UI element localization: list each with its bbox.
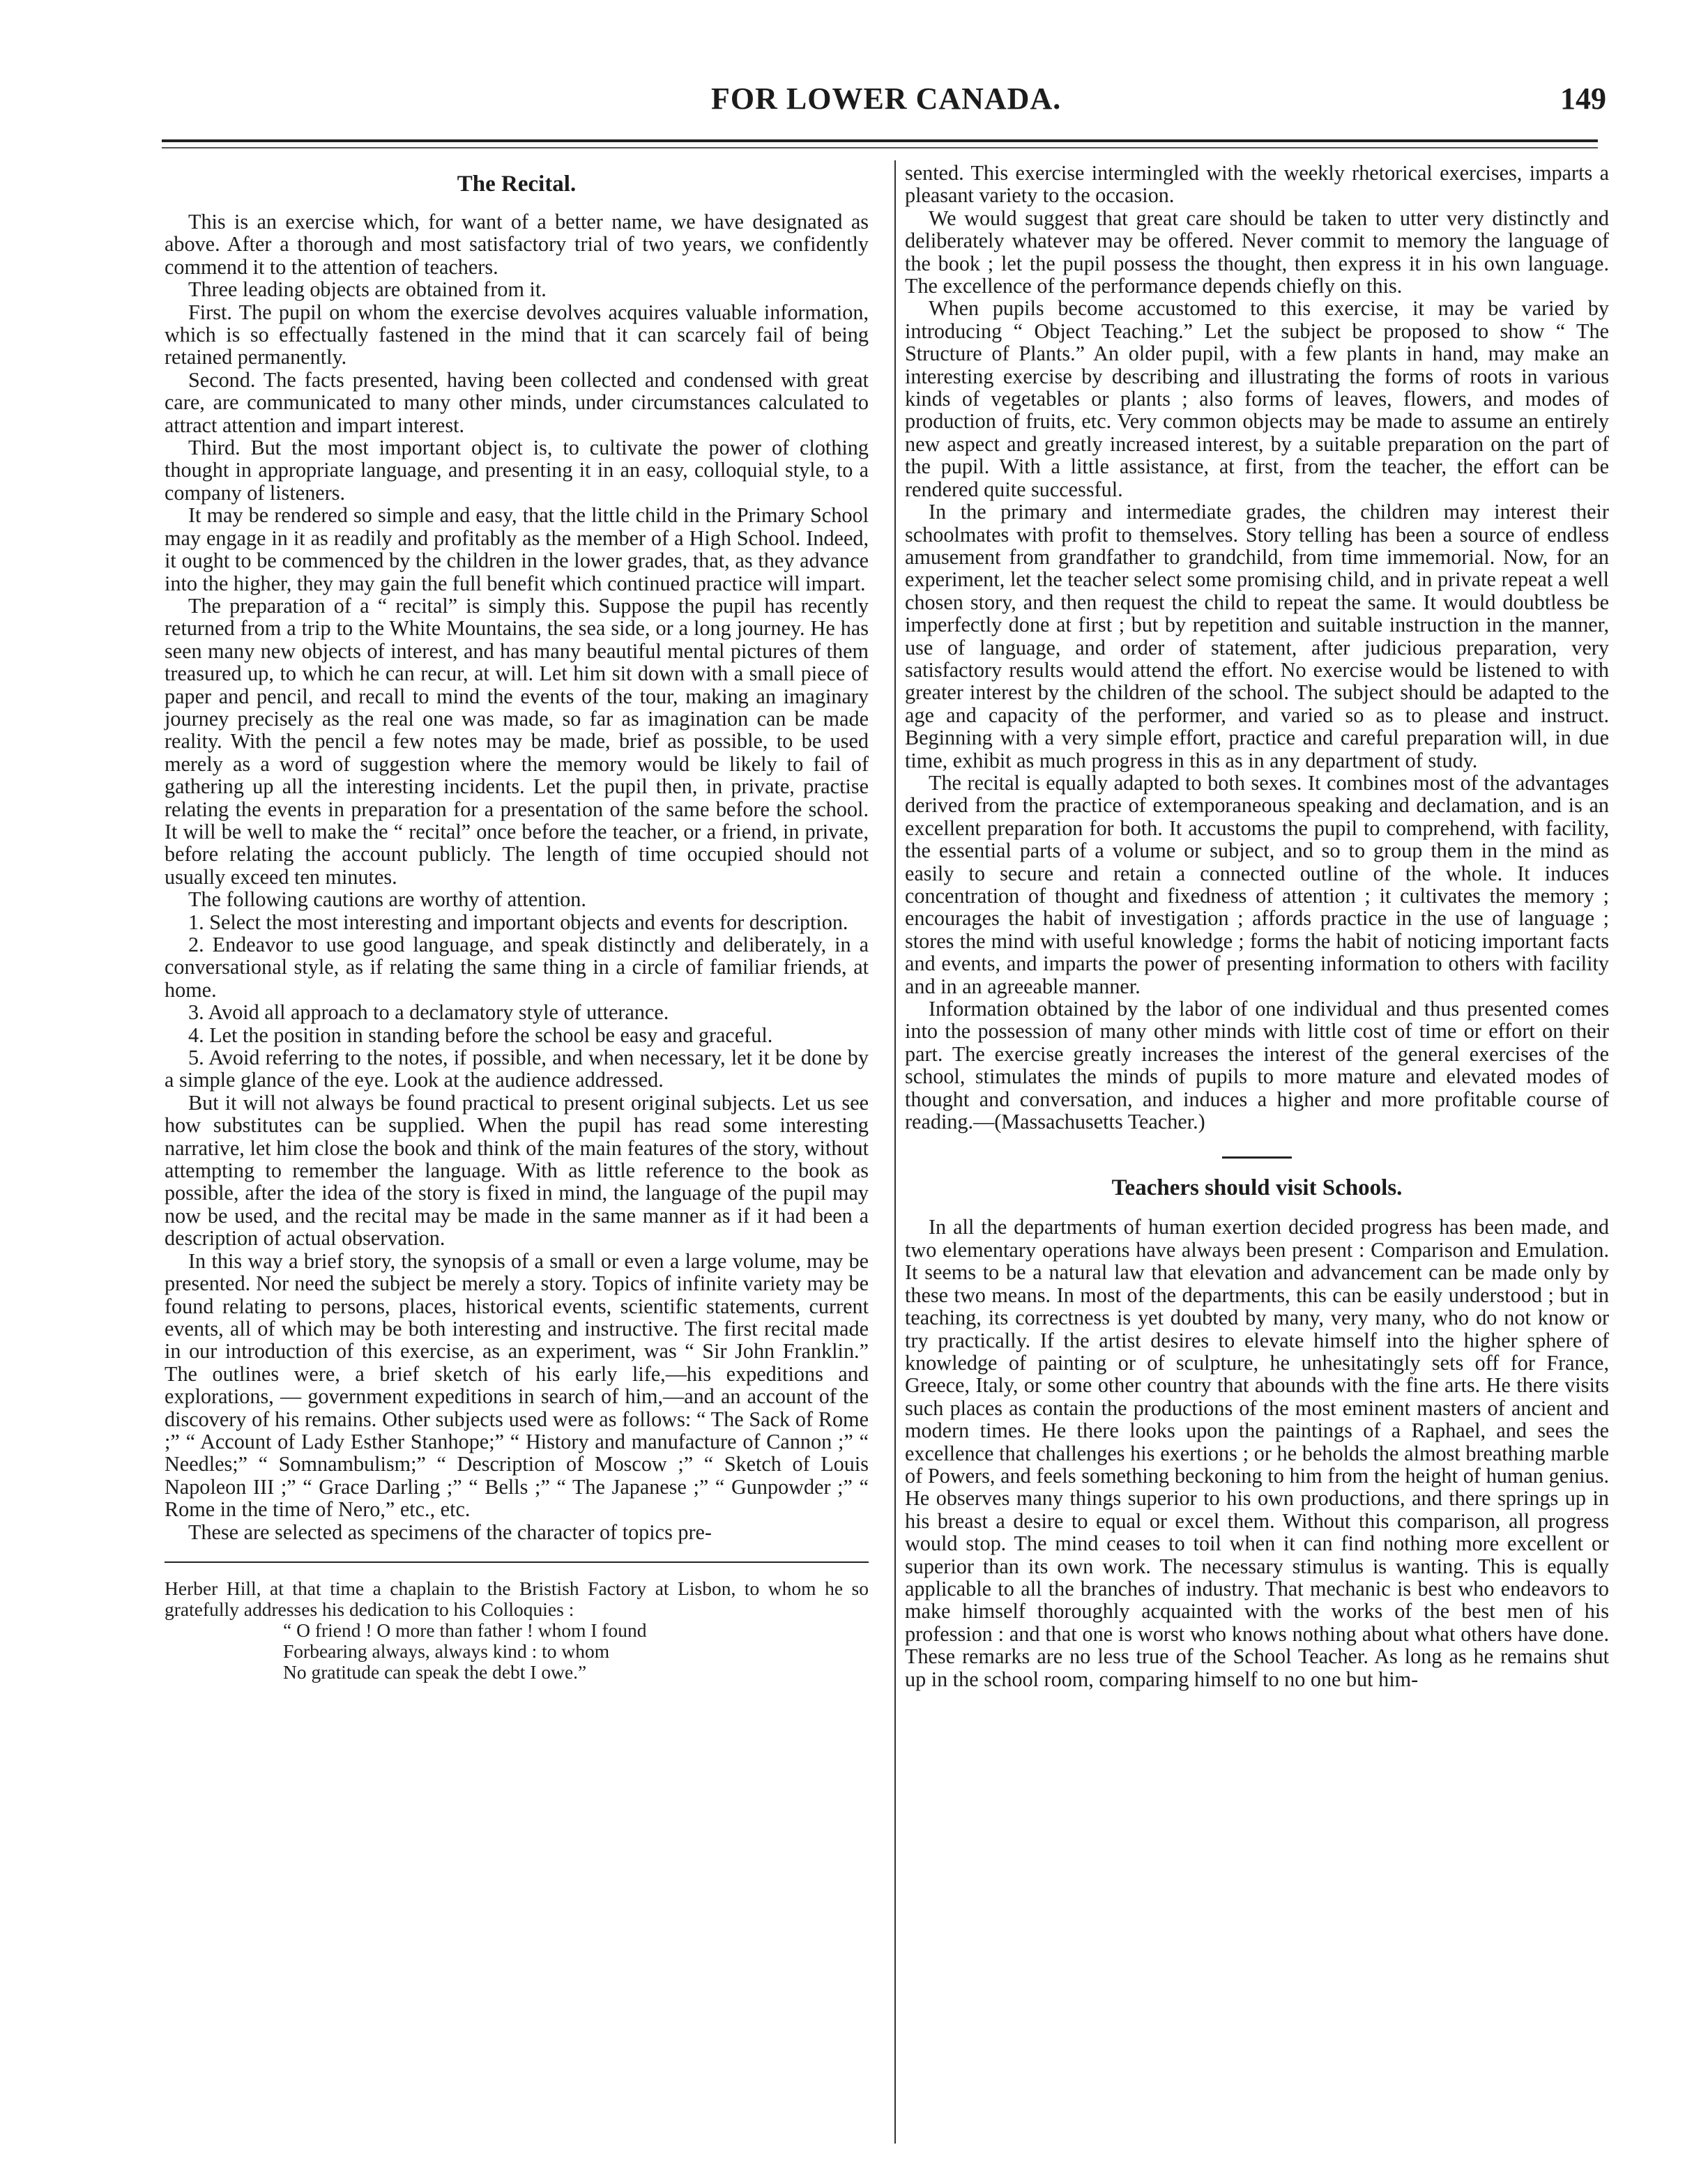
- paragraph: Third. But the most important object is, to cultivate the power of clothing thought in appropriate language, and presenting it in an easy, colloquial style, to a company of listeners.: [165, 436, 869, 505]
- running-title: FOR LOWER CANADA.: [711, 82, 1062, 116]
- paragraph: It may be rendered so simple and easy, that the little child in the Primary School may engage in it as readily and profitably as the member of a High School. Indeed, it ought to be commenced by the children in the lower grades, that, as they advance into the higher, they may gain the full benefit which continued practice will impart.: [165, 503, 869, 595]
- caution-item: 4. Let the position in standing before the school be easy and graceful.: [188, 1023, 773, 1047]
- paragraph: We would suggest that great care should be taken to utter very distinctly and deliberately whatever may be offered. Never commit to memory the language of the book ; let the pupil possess the thought, then express it in his own language. The excellence of the performance depends chiefly on this.: [905, 206, 1609, 298]
- caution-item: 3. Avoid all approach to a declamatory style of utterance.: [188, 1000, 669, 1025]
- header-rule: [162, 139, 1598, 142]
- header-rule-thin: [162, 147, 1598, 148]
- paragraph: sented. This exercise intermingled with the weekly rhetorical exercises, imparts a pleasant variety to the occasion.: [905, 161, 1609, 208]
- footnote-text: Herber Hill, at that time a chaplain to the Bristish Factory at Lisbon, to whom he so gratefully addresses his dedication to his Colloquies :: [165, 1577, 869, 1620]
- paragraph: In the primary and intermediate grades, the children may interest their schoolmates with profit to themselves. Story telling has been a source of endless amusement from grandfather to grandchild, from time immemorial. Now, for an experiment, let the teacher select some promising child, and in private repeat a well chosen story, and then request the child to repeat the same. It would doubtless be imperfectly done at first ; but by repetition and suitable instruction in the manner, use of language, and order of statement, after judicious preparation, very satisfactory results would attend the effort. No exercise would be listened to with greater interest by the children of the school. The subject should be adapted to the age and capacity of the performer, and varied so as to please and instruct. Beginning with a very simple effort, practice and careful preparation will, in due time, exhibit as much progress in this as in any department of study.: [905, 500, 1609, 772]
- article-title-teachers: Teachers should visit Schools.: [1111, 1175, 1403, 1201]
- paragraph: Information obtained by the labor of one individual and thus presented comes into the possession of many other minds with little cost of time or effort on their part. The exercise greatly increases the interest of the general exercises of the school, stimulates the minds of pupils to more mature and elevated modes of thought and conversation, and induces a higher and more profitable course of reading.—(Massachusetts Teacher.): [905, 997, 1609, 1134]
- paragraph: But it will not always be found practical to present original subjects. Let us see how substitutes can be supplied. When the pupil has read some interesting narrative, let him close the book and think of the main features of the story, without attempting to remember the language. With as little reference to the book as possible, after the idea of the story is fixed in mind, the language of the pupil may now be used, and the recital may be made in the same manner as if it had been a description of actual observation.: [165, 1090, 869, 1251]
- left-column: [165, 162, 869, 1683]
- paragraph: This is an exercise which, for want of a better name, we have designated as above. After a thorough and most satisfactory trial of two years, we confidently commend it to the attention of teachers.: [165, 210, 869, 279]
- paragraph: First. The pupil on whom the exercise devolves acquires valuable information, which is so effectually fastened in the mind that it can scarcely fail of being retained permanently.: [165, 300, 869, 369]
- article-title-recital: The Recital.: [457, 171, 577, 197]
- paragraph: When pupils become accustomed to this exercise, it may be varied by introducing “ Object Teaching.” Let the subject be proposed to show “ The Structure of Plants.” An older pupil, with a few plants in hand, may make an interesting exercise by describing and illustrating the forms of roots in various kinds of vegetables or plants ; also forms of leaves, flowers, and modes of production of fruits, etc. Very common objects may be made to assume an entirely new aspect and greatly increased interest, by a suitable preparation on the part of the pupil. With a little assistance, at first, from the teacher, the effort can be rendered quite successful.: [905, 296, 1609, 501]
- verse-line: No gratitude can speak the debt I owe.”: [283, 1660, 587, 1683]
- paragraph: Three leading objects are obtained from it.: [188, 277, 547, 302]
- page-number: 149: [1560, 82, 1606, 116]
- verse-quote: [283, 1620, 869, 1683]
- footnote: [165, 1578, 869, 1683]
- paragraph: In this way a brief story, the synopsis of a small or even a large volume, may be presented. Nor need the subject be merely a story. Topics of infinite variety may be found relating to persons, places, historical events, scientific statements, current events, all of which may be both interesting and instructive. The first recital made in our introduction of this exercise, as an experiment, was “ Sir John Franklin.” The outlines were, a brief sketch of his early life,—his expeditions and explorations, — government expeditions in search of him,—and an account of the discovery of his remains. Other subjects used were as follows: “ The Sack of Rome ;” “ Account of Lady Esther Stanhope;” “ History and manufacture of Cannon ;” “ Needles;” “ Somnambulism;” “ Description of Moscow ;” “ Sketch of Louis Napoleon III ;” “ Grace Darling ;” “ Bells ;” “ The Japanese ;” “ Gunpowder ;” “ Rome in the time of Nero,” etc., etc.: [165, 1248, 869, 1522]
- column-divider: [894, 160, 896, 2144]
- verse-line: “ O friend ! O more than father ! whom I found: [283, 1619, 647, 1641]
- verse-line: Forbearing always, always kind : to whom: [283, 1640, 610, 1662]
- paragraph: The following cautions are worthy of attention.: [188, 887, 586, 912]
- caution-item: 1. Select the most interesting and important objects and events for description.: [188, 910, 848, 934]
- paragraph: These are selected as specimens of the character of topics pre-: [188, 1520, 712, 1544]
- caution-item: 5. Avoid referring to the notes, if possible, and when necessary, let it be done by a simple glance of the eye. Look at the audience addressed.: [165, 1046, 869, 1092]
- section-separator: [1222, 1156, 1292, 1159]
- paragraph: The recital is equally adapted to both sexes. It combines most of the advantages derived from the practice of extemporaneous speaking and declamation, and is an excellent preparation for both. It accustoms the pupil to comprehend, with facility, the essential parts of a volume or subject, and so to group them in the mind as easily to secure and retain a connected outline of the whole. It induces concentration of thought and fixedness of attention ; it cultivates the memory ; encourages the habit of investigation ; affords practice in the use of language ; stores the mind with useful knowledge ; forms the habit of noticing important facts and events, and imparts the power of presenting information to others with facility and in an agreeable manner.: [905, 770, 1609, 998]
- paragraph: The preparation of a “ recital” is simply this. Suppose the pupil has recently returned from a trip to the White Mountains, the sea side, or a long journey. He has seen many new objects of interest, and has many beautiful mental pictures of them treasured up, to which he can recur, at will. Let him sit down with a small piece of paper and pencil, and recall to mind the events of the tour, making an imaginary journey precisely as the real one was made, so far as imagination can be made reality. With the pencil a few notes may be made, brief as possible, to be used merely as a word of suggestion where the memory would be likely to fail of gathering up all the interesting incidents. Let the pupil then, in private, practise relating the events in preparation for a presentation of the same before the school. It will be well to make the “ recital” once before the teacher, or a friend, in private, before relating the account publicly. The length of time occupied should not usually exceed ten minutes.: [165, 593, 869, 889]
- paragraph: Second. The facts presented, having been collected and condensed with great care, are communicated to many other minds, under circumstances calculated to attract attention and impart interest.: [165, 367, 869, 437]
- footnote-rule: [165, 1561, 869, 1563]
- right-column: [905, 162, 1609, 1690]
- paragraph: In all the departments of human exertion decided progress has been made, and two elementary operations have always been present : Comparison and Emulation. It seems to be a natural law that elevation and advancement can be made only by these two means. In most of the departments, this can be easily understood ; but in teaching, its correctness is yet doubted by many, very many, who do not know or try practically. If the artist desires to elevate himself into the higher sphere of knowledge of painting or of sculpture, he unhesitatingly sets off for France, Greece, Italy, or some other country that abounds with the fine arts. He there visits such places as contain the productions of the most eminent masters of ancient and modern times. He there looks upon the paintings of a Raphael, and sees the excellence that challenges his exertions ; or he beholds the almost breathing marble of Powers, and feels something beckoning to him from the height of human genius. He observes many things superior to his own productions, and there springs up in his breast a desire to equal or excel them. Without this comparison, all progress would stop. The mind ceases to toil when it can find nothing more excellent or superior than its own work. The necessary stimulus is wanting. This is equally applicable to all the branches of industry. That mechanic is best who endeavors to make himself thoroughly acquainted with the works of the best men of his profession : and that one is worst who knows nothing about what others have done. These remarks are no less true of the School Teacher. As long as he remains shut up in the school room, comparing himself to no one but him-: [905, 1215, 1609, 1691]
- caution-item: 2. Endeavor to use good language, and speak distinctly and deliberately, in a conversational style, as if relating the same thing in a circle of familiar friends, at home.: [165, 933, 869, 1002]
